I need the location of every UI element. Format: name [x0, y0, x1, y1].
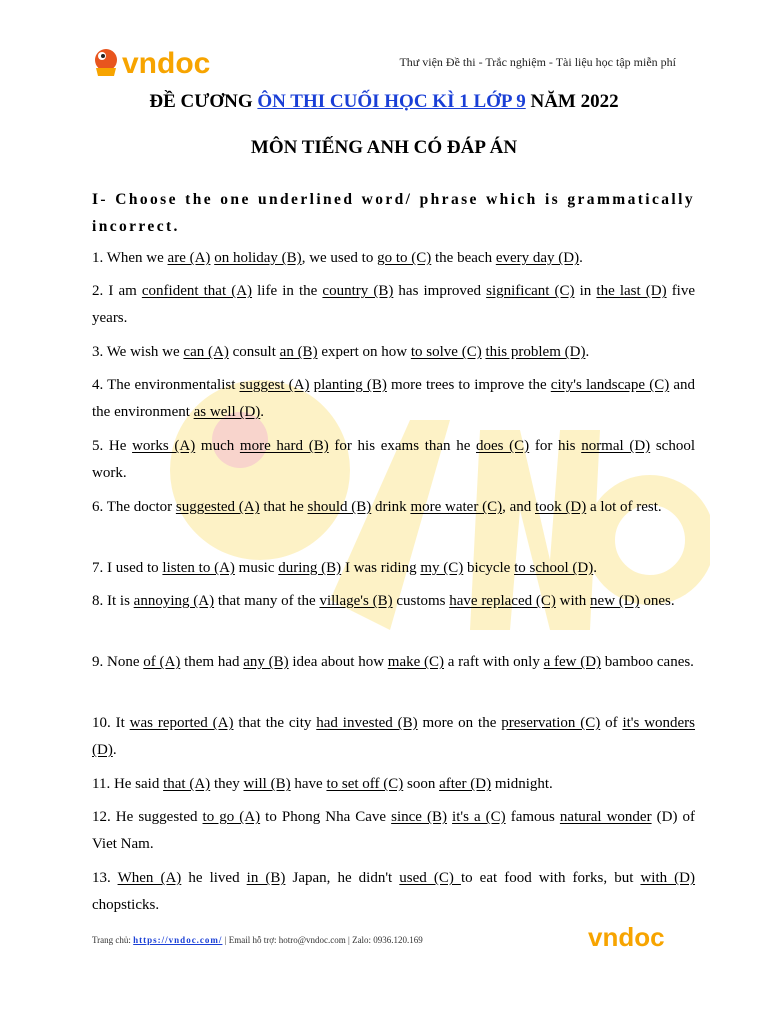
question-text: (D) of Viet Nam. [92, 809, 695, 852]
question-3 [92, 339, 695, 366]
question-text: have [290, 776, 327, 792]
footer-logo[interactable] [588, 922, 684, 957]
section-heading: I- Choose the one underlined word/ phrase which is grammatically incorrect. [92, 191, 695, 235]
underlined-option: normal (D) [581, 438, 651, 454]
underlined-option: as well (D) [193, 404, 261, 420]
underlined-option: any (B) [243, 654, 289, 670]
underlined-option: new (D) [590, 593, 640, 609]
underlined-option: have replaced (C) [449, 593, 556, 609]
question-text: . [593, 560, 597, 576]
underlined-option: to go (A) [202, 809, 261, 825]
underlined-option: that (A) [163, 776, 211, 792]
underlined-option: works (A) [132, 438, 196, 454]
underlined-option: the last (D) [596, 283, 667, 299]
vndoc-logo[interactable] [92, 44, 242, 85]
question-text: 6. The doctor [92, 499, 176, 515]
question-text: customs [392, 593, 450, 609]
underlined-option: every day (D) [495, 250, 580, 266]
underlined-option: country (B) [322, 283, 394, 299]
underlined-option: suggest (A) [239, 377, 310, 393]
underlined-option: after (D) [439, 776, 492, 792]
question-text: much [195, 438, 240, 454]
question-text: five years. [92, 283, 696, 326]
question-text: for his exams than he [328, 438, 477, 454]
underlined-option: more water (C) [410, 499, 503, 515]
question-11 [92, 771, 695, 798]
question-text: 2. I am [92, 283, 142, 299]
question-text: 4. The environmentalist [92, 377, 240, 393]
underlined-option: can (A) [183, 344, 229, 360]
underlined-option: preservation (C) [501, 715, 601, 731]
question-text: has improved [393, 283, 487, 299]
question-text: soon [403, 776, 440, 792]
question-text: 5. He [92, 438, 133, 454]
question-text: that the city [233, 715, 317, 731]
question-9 [92, 649, 695, 676]
page-subtitle: MÔN TIẾNG ANH CÓ ĐÁP ÁN [250, 137, 518, 158]
question-10 [92, 710, 695, 764]
underlined-option: was reported (A) [129, 715, 234, 731]
question-text: a raft with only [444, 654, 544, 670]
question-text: bicycle [463, 560, 515, 576]
question-text: consult [228, 344, 280, 360]
question-text: life in the [252, 283, 323, 299]
underlined-option: make (C) [387, 654, 445, 670]
question-text: 10. It [92, 715, 130, 731]
underlined-option: city's landscape (C) [550, 377, 670, 393]
question-text: idea about how [288, 654, 388, 670]
underlined-option: When (A) [117, 870, 182, 886]
question-text: . [579, 250, 583, 266]
underlined-option: it's wonders (D) [92, 715, 696, 758]
footer-home-link[interactable]: https://vndoc.com/ [133, 935, 223, 945]
question-text: them had [180, 654, 244, 670]
question-text: for his [529, 438, 582, 454]
underlined-option: should (B) [307, 499, 372, 515]
question-text: 13. [92, 870, 118, 886]
underlined-option: since (B) [391, 809, 447, 825]
question-text: . [260, 404, 265, 420]
title-link[interactable]: ÔN THI CUỐI HỌC KÌ 1 LỚP 9 [257, 91, 526, 112]
question-text: to eat food with forks, but [460, 870, 641, 886]
underlined-option: natural wonder [559, 809, 652, 825]
question-text: , we used to [301, 250, 378, 266]
footer-prefix: Trang chủ: [92, 935, 134, 945]
question-text: . [112, 742, 117, 758]
question-text: drink [371, 499, 411, 515]
question-text: Japan, he didn't [285, 870, 400, 886]
question-text: bamboo canes. [601, 654, 694, 670]
underlined-option: used (C) [399, 870, 461, 886]
question-text: that he [259, 499, 308, 515]
question-text: to Phong Nha Cave [260, 809, 392, 825]
underlined-option: this problem (D) [485, 344, 586, 360]
question-text: ones. [639, 593, 675, 609]
question-text: . [585, 344, 590, 360]
underlined-option: had invested (B) [316, 715, 418, 731]
question-text: he lived [181, 870, 247, 886]
question-2 [92, 278, 695, 332]
footer [92, 935, 423, 945]
underlined-option: with (D) [640, 870, 696, 886]
title-suffix: NĂM 2022 [525, 91, 619, 112]
underlined-option: took (D) [535, 499, 587, 515]
question-text: 7. I used to [92, 560, 163, 576]
question-text: in [574, 283, 597, 299]
question-text: more on the [417, 715, 502, 731]
question-text: more trees to improve the [386, 377, 551, 393]
question-13 [92, 865, 695, 919]
page-title [0, 91, 768, 113]
underlined-option: listen to (A) [162, 560, 235, 576]
footer-contact: | Email hỗ trợ: hotro@vndoc.com | Zalo: 0936.120.169 [222, 935, 423, 945]
underlined-option: does (C) [476, 438, 530, 454]
question-text: and the environment [92, 377, 695, 420]
underlined-option: during (B) [278, 560, 342, 576]
question-text: famous [505, 809, 560, 825]
question-text: with [555, 593, 591, 609]
question-8 [92, 588, 695, 615]
question-text: music [234, 560, 279, 576]
header-tagline: Thư viện Đề thi - Trắc nghiệm - Tài liệu học tập miễn phí [399, 55, 676, 69]
underlined-option: an (B) [279, 344, 318, 360]
underlined-option: significant (C) [486, 283, 575, 299]
question-text: they [210, 776, 244, 792]
question-text: of [600, 715, 623, 731]
question-text: school work. [92, 438, 696, 481]
underlined-option: confident that (A) [141, 283, 253, 299]
underlined-option: go to (C) [377, 250, 432, 266]
underlined-option: in (B) [246, 870, 286, 886]
underlined-option: are (A) [167, 250, 211, 266]
question-5 [92, 433, 695, 487]
footer-logo-wordmark: vndoc [588, 922, 665, 952]
question-text: 9. None [92, 654, 144, 670]
question-text: 3. We wish we [92, 344, 184, 360]
question-text: 11. He said [92, 776, 164, 792]
question-text: I was riding [341, 560, 421, 576]
underlined-option: annoying (A) [133, 593, 215, 609]
underlined-option: a few (D) [543, 654, 602, 670]
underlined-option: to school (D) [514, 560, 594, 576]
question-text: the beach [431, 250, 496, 266]
question-text: 12. He suggested [92, 809, 203, 825]
underlined-option: village's (B) [319, 593, 393, 609]
underlined-option: it's a (C) [452, 809, 506, 825]
title-prefix: ĐỀ CƯƠNG [149, 91, 258, 112]
question-4 [92, 372, 695, 426]
underlined-option: will (B) [243, 776, 291, 792]
question-6 [92, 494, 695, 521]
question-text: a lot of rest. [586, 499, 662, 515]
question-text: 1. When we [92, 250, 168, 266]
underlined-option: more hard (B) [239, 438, 329, 454]
logo-wordmark: vndoc [122, 47, 211, 80]
question-7 [92, 555, 695, 582]
underlined-option: my (C) [420, 560, 464, 576]
underlined-option: suggested (A) [175, 499, 260, 515]
question-12 [92, 804, 695, 858]
underlined-option: on holiday (B) [214, 250, 302, 266]
question-text: expert on how [317, 344, 411, 360]
question-text: midnight. [491, 776, 553, 792]
underlined-option: to set off (C) [326, 776, 404, 792]
underlined-option: of (A) [143, 654, 181, 670]
question-text: , and [502, 499, 535, 515]
question-text: that many of the [214, 593, 320, 609]
underlined-option: planting (B) [313, 377, 387, 393]
underlined-option: to solve (C) [410, 344, 482, 360]
question-1 [92, 245, 695, 272]
question-text: chopsticks. [92, 897, 160, 913]
question-text: 8. It is [92, 593, 134, 609]
